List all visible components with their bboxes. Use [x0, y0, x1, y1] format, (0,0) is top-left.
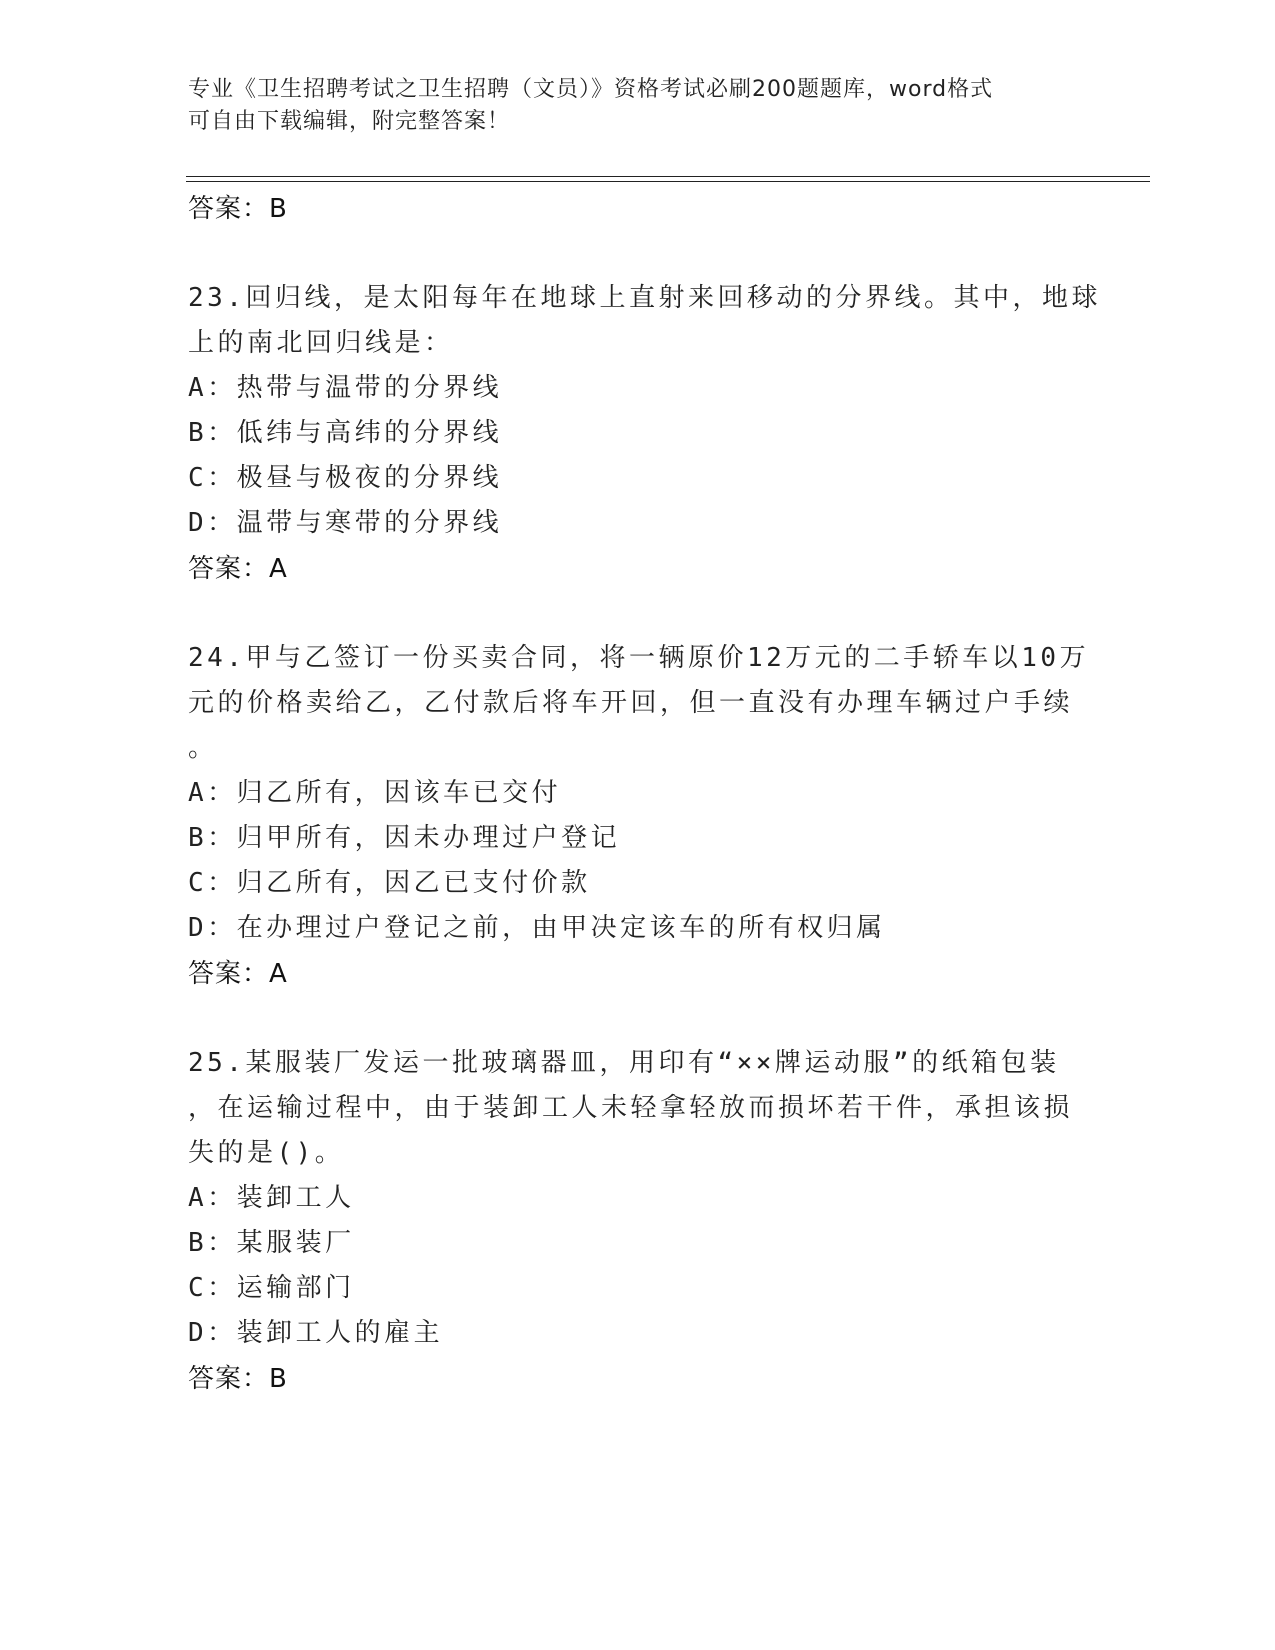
question-24 — [188, 636, 1088, 997]
question-text: 。 — [188, 733, 218, 763]
option-b: B：低纬与高纬的分界线 — [188, 418, 503, 448]
header-divider-top — [186, 176, 1150, 177]
header-divider-bottom — [186, 181, 1150, 182]
option-a: A：热带与温带的分界线 — [188, 373, 503, 403]
question-text: 23.回归线，是太阳每年在地球上直射来回移动的分界线。其中，地球 — [188, 283, 1101, 313]
option-b: B：归甲所有，因未办理过户登记 — [188, 823, 621, 853]
question-text: ，在运输过程中，由于装卸工人未轻拿轻放而损坏若干件，承担该损 — [188, 1093, 1074, 1123]
question-text: 24.甲与乙签订一份买卖合同，将一辆原价12万元的二手轿车以10万 — [188, 643, 1090, 673]
answer-line: 答案：B — [188, 1364, 288, 1394]
question-text: 元的价格卖给乙，乙付款后将车开回，但一直没有办理车辆过户手续 — [188, 688, 1074, 718]
answer-line: 答案：A — [188, 554, 288, 584]
option-a: A：归乙所有，因该车已交付 — [188, 778, 562, 808]
header-line: 可自由下载编辑，附完整答案！ — [188, 109, 511, 134]
option-a: A：装卸工人 — [188, 1183, 355, 1213]
header-line: 专业《卫生招聘考试之卫生招聘（文员）》资格考试必刷200题题库，word格式 — [188, 77, 994, 102]
question-23 — [188, 276, 1101, 592]
document-header — [188, 74, 1068, 138]
option-c: C：极昼与极夜的分界线 — [188, 463, 503, 493]
option-d: D：装卸工人的雇主 — [188, 1318, 444, 1348]
question-text: 失的是()。 — [188, 1138, 345, 1168]
answer-line: 答案：A — [188, 959, 288, 989]
question-25 — [188, 1041, 1088, 1402]
option-d: D：在办理过户登记之前，由甲决定该车的所有权归属 — [188, 913, 886, 943]
option-c: C：运输部门 — [188, 1273, 355, 1303]
option-d: D：温带与寒带的分界线 — [188, 508, 503, 538]
option-c: C：归乙所有，因乙已支付价款 — [188, 868, 591, 898]
question-text: 上的南北回归线是： — [188, 328, 454, 358]
option-b: B：某服装厂 — [188, 1228, 355, 1258]
document-body — [188, 186, 1101, 1402]
answer-line: 答案：B — [188, 194, 288, 224]
question-text: 25.某服装厂发运一批玻璃器皿，用印有“××牌运动服”的纸箱包装 — [188, 1048, 1060, 1078]
